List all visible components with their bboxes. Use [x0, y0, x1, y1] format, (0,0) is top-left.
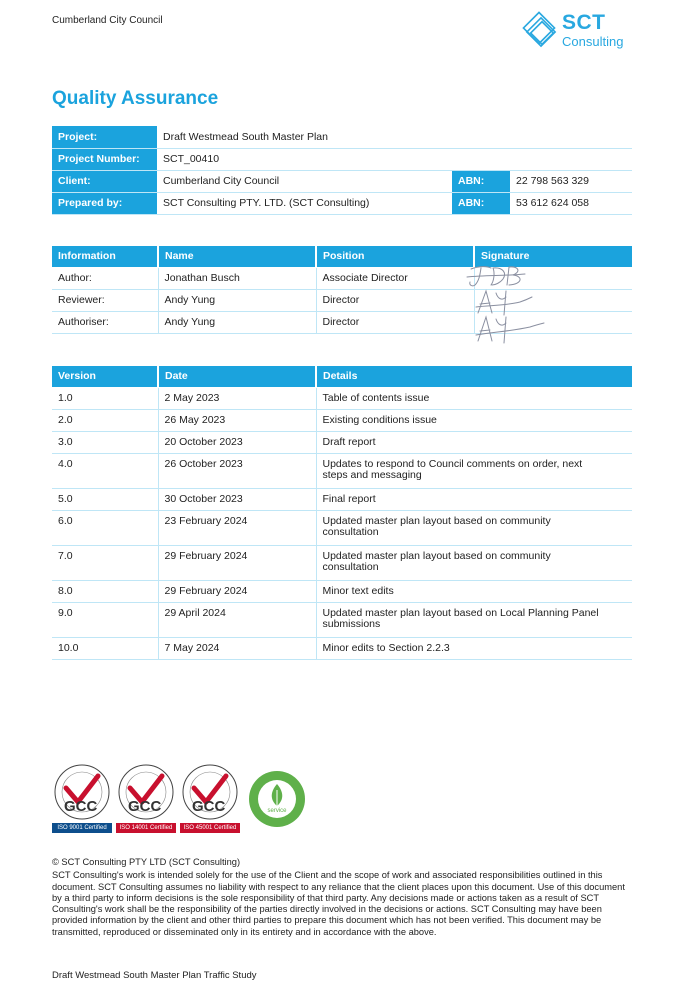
project-value: Draft Westmead South Master Plan: [157, 126, 632, 148]
details-cell: Updated master plan layout based on community consultation: [316, 545, 632, 580]
details-cell: Existing conditions issue: [316, 409, 632, 431]
details-cell: Updated master plan layout based on community consultation: [316, 510, 632, 545]
iso-label: ISO 45001 Certified: [180, 823, 240, 833]
name-cell: Jonathan Busch: [158, 267, 316, 289]
info-cell: Author:: [52, 267, 158, 289]
logo-main-text: SCT: [562, 11, 606, 34]
logo-sub-text: Consulting: [562, 34, 624, 49]
table-row: [52, 431, 632, 453]
header-signature: Signature: [474, 246, 632, 267]
version-cell: 8.0: [52, 580, 158, 602]
position-cell: Director: [316, 289, 474, 311]
version-cell: 3.0: [52, 431, 158, 453]
client-value: Cumberland City Council: [157, 170, 452, 192]
version-cell: 9.0: [52, 602, 158, 637]
green-service-badge: [248, 770, 306, 828]
leaf-seal-icon: [248, 770, 306, 828]
date-cell: 30 October 2023: [158, 488, 316, 510]
date-cell: 26 October 2023: [158, 453, 316, 488]
gcc-badge-text: GCC: [64, 798, 98, 815]
date-cell: 26 May 2023: [158, 409, 316, 431]
authoriser-signature: [474, 311, 546, 347]
project-table: [52, 126, 632, 215]
table-row: [52, 289, 632, 311]
prepared-by-label: Prepared by:: [52, 192, 157, 214]
gcc-badge-text: GCC: [192, 798, 226, 815]
table-row: [52, 409, 632, 431]
disclaimer-block: [52, 857, 632, 938]
green-badge-label: service: [267, 808, 287, 814]
version-cell: 2.0: [52, 409, 158, 431]
client-label: Client:: [52, 170, 157, 192]
copyright-text: © SCT Consulting PTY LTD (SCT Consulting): [52, 857, 241, 867]
version-cell: 10.0: [52, 637, 158, 659]
project-number-label: Project Number:: [52, 148, 157, 170]
page-title: Quality Assurance: [52, 88, 219, 109]
details-cell: Updated master plan layout based on Local Planning Panel submissions: [316, 602, 632, 637]
project-label: Project:: [52, 126, 157, 148]
position-cell: Director: [316, 311, 474, 333]
position-cell: Associate Director: [316, 267, 474, 289]
author-signature: [465, 263, 535, 289]
table-row: [52, 545, 632, 580]
version-cell: 6.0: [52, 510, 158, 545]
iso-9001-badge: [52, 762, 112, 834]
iso-label: ISO 9001 Certified: [52, 823, 112, 833]
table-row: [52, 637, 632, 659]
table-row: [52, 387, 632, 409]
date-cell: 29 February 2024: [158, 580, 316, 602]
prepared-by-value: SCT Consulting PTY. LTD. (SCT Consulting): [157, 192, 452, 214]
table-row: [52, 580, 632, 602]
version-table: [52, 366, 632, 660]
project-number-value: SCT_00410: [157, 148, 632, 170]
details-cell: Updates to respond to Council comments on order, next steps and messaging: [316, 453, 632, 488]
gcc-badge-text: GCC: [128, 798, 162, 815]
footer-doc-title: Draft Westmead South Master Plan Traffic Study: [52, 970, 257, 981]
version-cell: 1.0: [52, 387, 158, 409]
table-row: [52, 267, 632, 289]
name-cell: Andy Yung: [158, 311, 316, 333]
table-row: [52, 510, 632, 545]
date-cell: 29 February 2024: [158, 545, 316, 580]
header-date: Date: [158, 366, 316, 387]
info-cell: Reviewer:: [52, 289, 158, 311]
header-version: Version: [52, 366, 158, 387]
header-client-name: Cumberland City Council: [52, 15, 163, 26]
date-cell: 23 February 2024: [158, 510, 316, 545]
client-abn-value: 22 798 563 329: [510, 170, 632, 192]
table-row: [52, 602, 632, 637]
version-cell: 5.0: [52, 488, 158, 510]
date-cell: 20 October 2023: [158, 431, 316, 453]
iso-label: ISO 14001 Certified: [116, 823, 176, 833]
sct-logo: [518, 9, 638, 53]
info-cell: Authoriser:: [52, 311, 158, 333]
details-cell: Final report: [316, 488, 632, 510]
details-cell: Table of contents issue: [316, 387, 632, 409]
date-cell: 29 April 2024: [158, 602, 316, 637]
header-name: Name: [158, 246, 316, 267]
version-cell: 7.0: [52, 545, 158, 580]
header-position: Position: [316, 246, 474, 267]
details-cell: Draft report: [316, 431, 632, 453]
diamond-logo-icon: [518, 9, 562, 53]
iso-45001-badge: [180, 762, 240, 834]
name-cell: Andy Yung: [158, 289, 316, 311]
version-cell: 4.0: [52, 453, 158, 488]
header-details: Details: [316, 366, 632, 387]
client-abn-label: ABN:: [452, 170, 510, 192]
details-cell: Minor edits to Section 2.2.3: [316, 637, 632, 659]
header-information: Information: [52, 246, 158, 267]
table-row: [52, 453, 632, 488]
iso-14001-badge: [116, 762, 176, 834]
date-cell: 2 May 2023: [158, 387, 316, 409]
disclaimer-text: SCT Consulting's work is intended solely for the use of the Client and the scope of work and associated responsibilities outlined in this document. SCT Consulting assumes no liability with respect to any reliance that the client places upon this document. Use of this document by a third party to inform decisions is the sole responsibility of that third party. Any decisions made or actions taken as a result of SCT Consulting's work shall be the responsibility of the parties directly involved in the decisions or actions. SCT Consulting may have been provided information by the client and other third parties to prepare this document which has not been verified. This document may be transmitted, reproduced or disseminated only in its entirety and in accordance with the above.: [52, 870, 625, 937]
table-row: [52, 488, 632, 510]
date-cell: 7 May 2024: [158, 637, 316, 659]
details-cell: Minor text edits: [316, 580, 632, 602]
prepared-abn-label: ABN:: [452, 192, 510, 214]
prepared-abn-value: 53 612 624 058: [510, 192, 632, 214]
